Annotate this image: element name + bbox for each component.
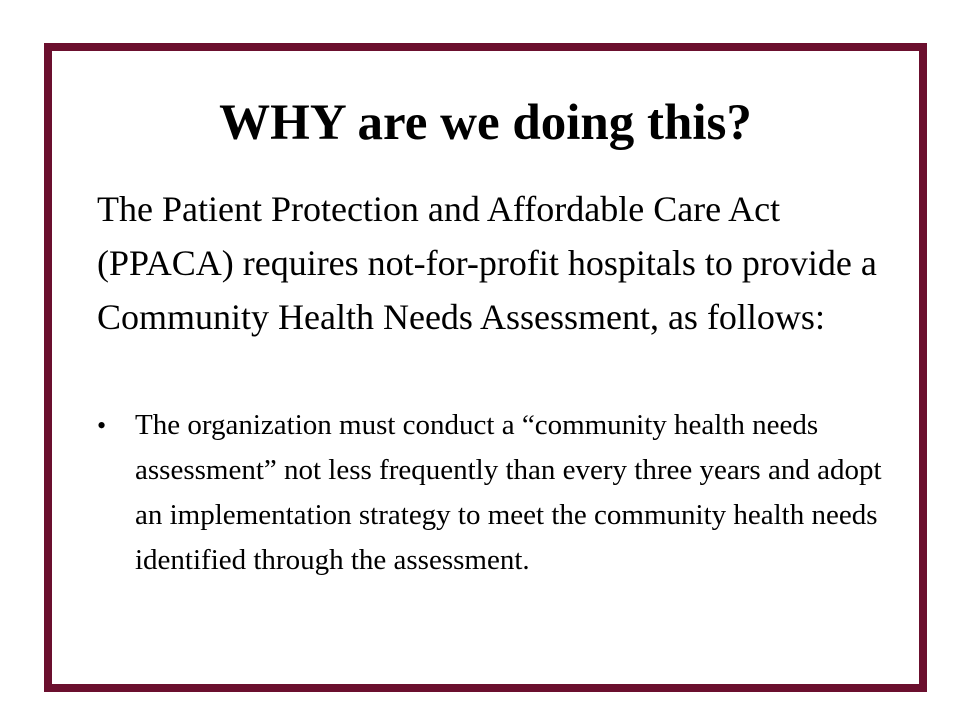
bullet-text: The organization must conduct a “community health needs assessment” not less frequently than every three years and adopt an implementation strategy to meet the community health needs identified through the assessment.: [135, 409, 882, 576]
list-item: [97, 403, 897, 583]
bullet-marker: •: [97, 411, 107, 440]
slide-frame: [44, 43, 927, 692]
bullet-list: [97, 403, 897, 583]
intro-paragraph: The Patient Protection and Affordable Care Act (PPACA) requires not-for-profit hospitals to provide a Community Health Needs Assessment, as follows:: [97, 189, 877, 337]
slide-title: WHY are we doing this?: [219, 95, 752, 151]
